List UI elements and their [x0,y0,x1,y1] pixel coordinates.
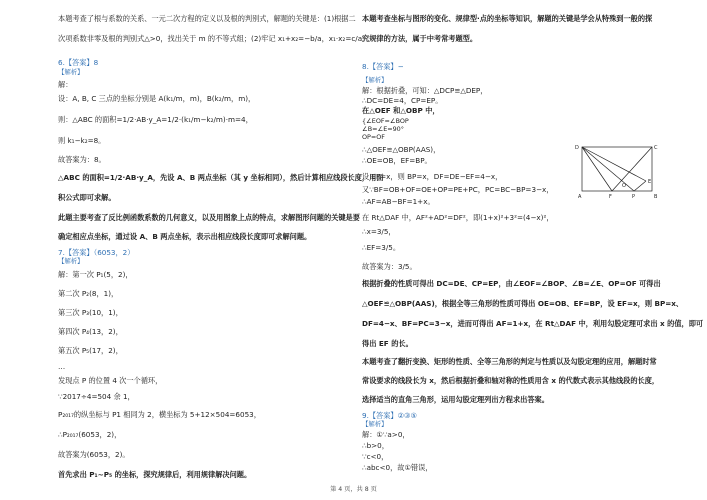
text-line: 确定相应点坐标，通过设 A、B 两点坐标，表示出相应线段长度即可求解问题。 [58,232,312,241]
label-d: D [575,145,579,151]
text-line: 故答案为：3/5。 [362,262,417,271]
text-line: 解：①∵a>0， [362,430,410,439]
text-line: 得出 EF 的长。 [362,339,413,348]
label-b: B [654,194,658,200]
text-line: ∴EF=3/5。 [362,243,401,252]
analysis-tag: 【解析】 [362,420,388,428]
answer-heading: 6.【答案】8 [58,58,99,67]
text-line: 则：△ABC 的面积=1/2·AB·y_A=1/2·(k₁/m−k₂/m)·m=4， [58,115,253,124]
label-o: O [622,183,626,189]
text-line: △OEF≌△OBP(AAS)，根据全等三角形的性质可得出 OE=OB、EF=BP，设 EF=x，则 BP=x、 [362,299,684,308]
segment-ep [634,181,646,191]
text-line: ∴abc<0，故①错误， [362,463,433,472]
text-line: ∴OE=OB，EF=BP。 [362,156,432,165]
label-p: P [632,194,636,200]
text-line: ∴x=3/5， [362,227,396,236]
text-line: 第五次 P₅(17，2)， [58,346,123,355]
label-c: C [654,145,658,151]
text-line: 此题主要考查了反比例函数系数的几何意义，以及用图象上点的特点，求解图形问题的关键是要 [58,213,360,222]
text-line: 故答案为(6053，2)。 [58,450,130,459]
text-line: ∴DC=DE=4，CP=EP。 [362,96,443,105]
text-line: 本题考查坐标与图形的变化、规律型·点的坐标等知识，解题的关键是学会从特殊到一般的探 [362,14,653,23]
text-line: ∠B=∠E=90° [362,125,404,133]
text-line: 在△OEF 和△OBP 中， [362,106,440,115]
text-line: ∵c<0， [362,452,389,461]
text-line: 本题考查了根与系数的关系、一元二次方程的定义以及根的判别式，解题的关键是：(1)根据二 [58,14,356,23]
text-line: 第二次 P₂(8，1)， [58,289,119,298]
text-line: △ABC 的面积=1/2·AB·y_A，先设 A、B 两点坐标（其 y 坐标相同），然后计算相应线段长度，用面 [58,173,384,182]
text-line: ∴AF=AB−BF=1+x。 [362,197,435,206]
text-line: OP=OF [362,133,385,141]
text-line: 根据折叠的性质可得出 DC=DE、CP=EP，由∠EOF=∠BOP、∠B=∠E、OP=OF 可得出 [362,279,661,288]
answer-heading: 7.【答案】（6053，2） [58,248,135,257]
text-line: 首先求出 P₁~P₅ 的坐标，探究规律后，利用规律解决问题。 [58,470,252,479]
text-line: 设 EF=x，则 BP=x，DF=DE−EF=4−x， [362,172,503,181]
label-e: E [648,179,652,185]
text-line: 又∵BF=OB+OF=OE+OP=PE+PC，PC=BC−BP=3−x， [362,185,554,194]
text-line: DF=4−x、BF=PC=3−x，进而可得出 AF=1+x，在 Rt△DAF 中，利用勾股定理可求出 x 的值，即可 [362,319,704,328]
text-line: ∴b>0， [362,441,389,450]
text-line: P₂₀₁₇的纵坐标与 P1 相同为 2，横坐标为 5+12×504=6053， [58,410,261,419]
text-line: 解：根据折叠，可知：△DCP≌△DEP， [362,86,488,95]
text-line: 究规律的方法，属于中考常考题型。 [362,34,478,43]
text-line: 常设要求的线段长为 x，然后根据折叠和轴对称的性质用含 x 的代数式表示其他线段的长度， [362,376,660,385]
answer-heading: 9.【答案】②③⑤ [362,411,417,420]
text-line: ∴△OEF≌△OBP(AAS)， [362,145,441,154]
text-line: 本题考查了翻折变换、矩形的性质、全等三角形的判定与性质以及勾股定理的应用，解题时常 [362,357,657,366]
segment-cf [612,147,652,191]
text-line: 积公式即可求解。 [58,193,116,202]
label-a: A [578,194,582,200]
text-line: 设：A, B, C 三点的坐标分别是 A(k₁/m，m)，B(k₂/m，m)， [58,94,256,103]
text-line: … [58,362,66,371]
text-line: ∴P₂₀₁₇(6053，2)， [58,430,122,439]
text-line: 次项系数非零及根的判别式△>0，找出关于 m 的不等式组；(2)牢记 x₁+x₂=−b/a，x₁·x₂=c/a。 [58,34,370,43]
text-line: {∠EOF=∠BOP [362,117,409,125]
answer-heading: 8.【答案】− [362,62,404,71]
rectangle-fold-diagram [572,141,664,201]
text-line: 则 k₁−k₂=8。 [58,136,106,145]
text-line: 在 Rt△DAF 中，AF²+AD²=DF²，即(1+x)²+3²=(4−x)²， [362,213,554,222]
text-line: 第四次 P₄(13，2)， [58,327,123,336]
analysis-tag: 【解析】 [58,257,84,265]
analysis-tag: 【解析】 [58,68,84,76]
text-line: 第三次 P₃(10，1)， [58,308,123,317]
page-footer: 第 4 页，共 8 页 [330,486,377,493]
text-line: ∵2017÷4=504 余 1， [58,392,135,401]
text-line: 解：第一次 P₁(5，2)， [58,270,133,279]
text-line: 解： [58,80,73,89]
analysis-tag: 【解析】 [362,76,388,84]
text-line: 选择适当的直角三角形，运用勾股定理列出方程求出答案。 [362,395,549,404]
text-line: 发现点 P 的位置 4 次一个循环， [58,376,163,385]
fold-line-dp [582,147,634,191]
label-f: F [609,194,612,200]
text-line: 故答案为：8。 [58,155,106,164]
